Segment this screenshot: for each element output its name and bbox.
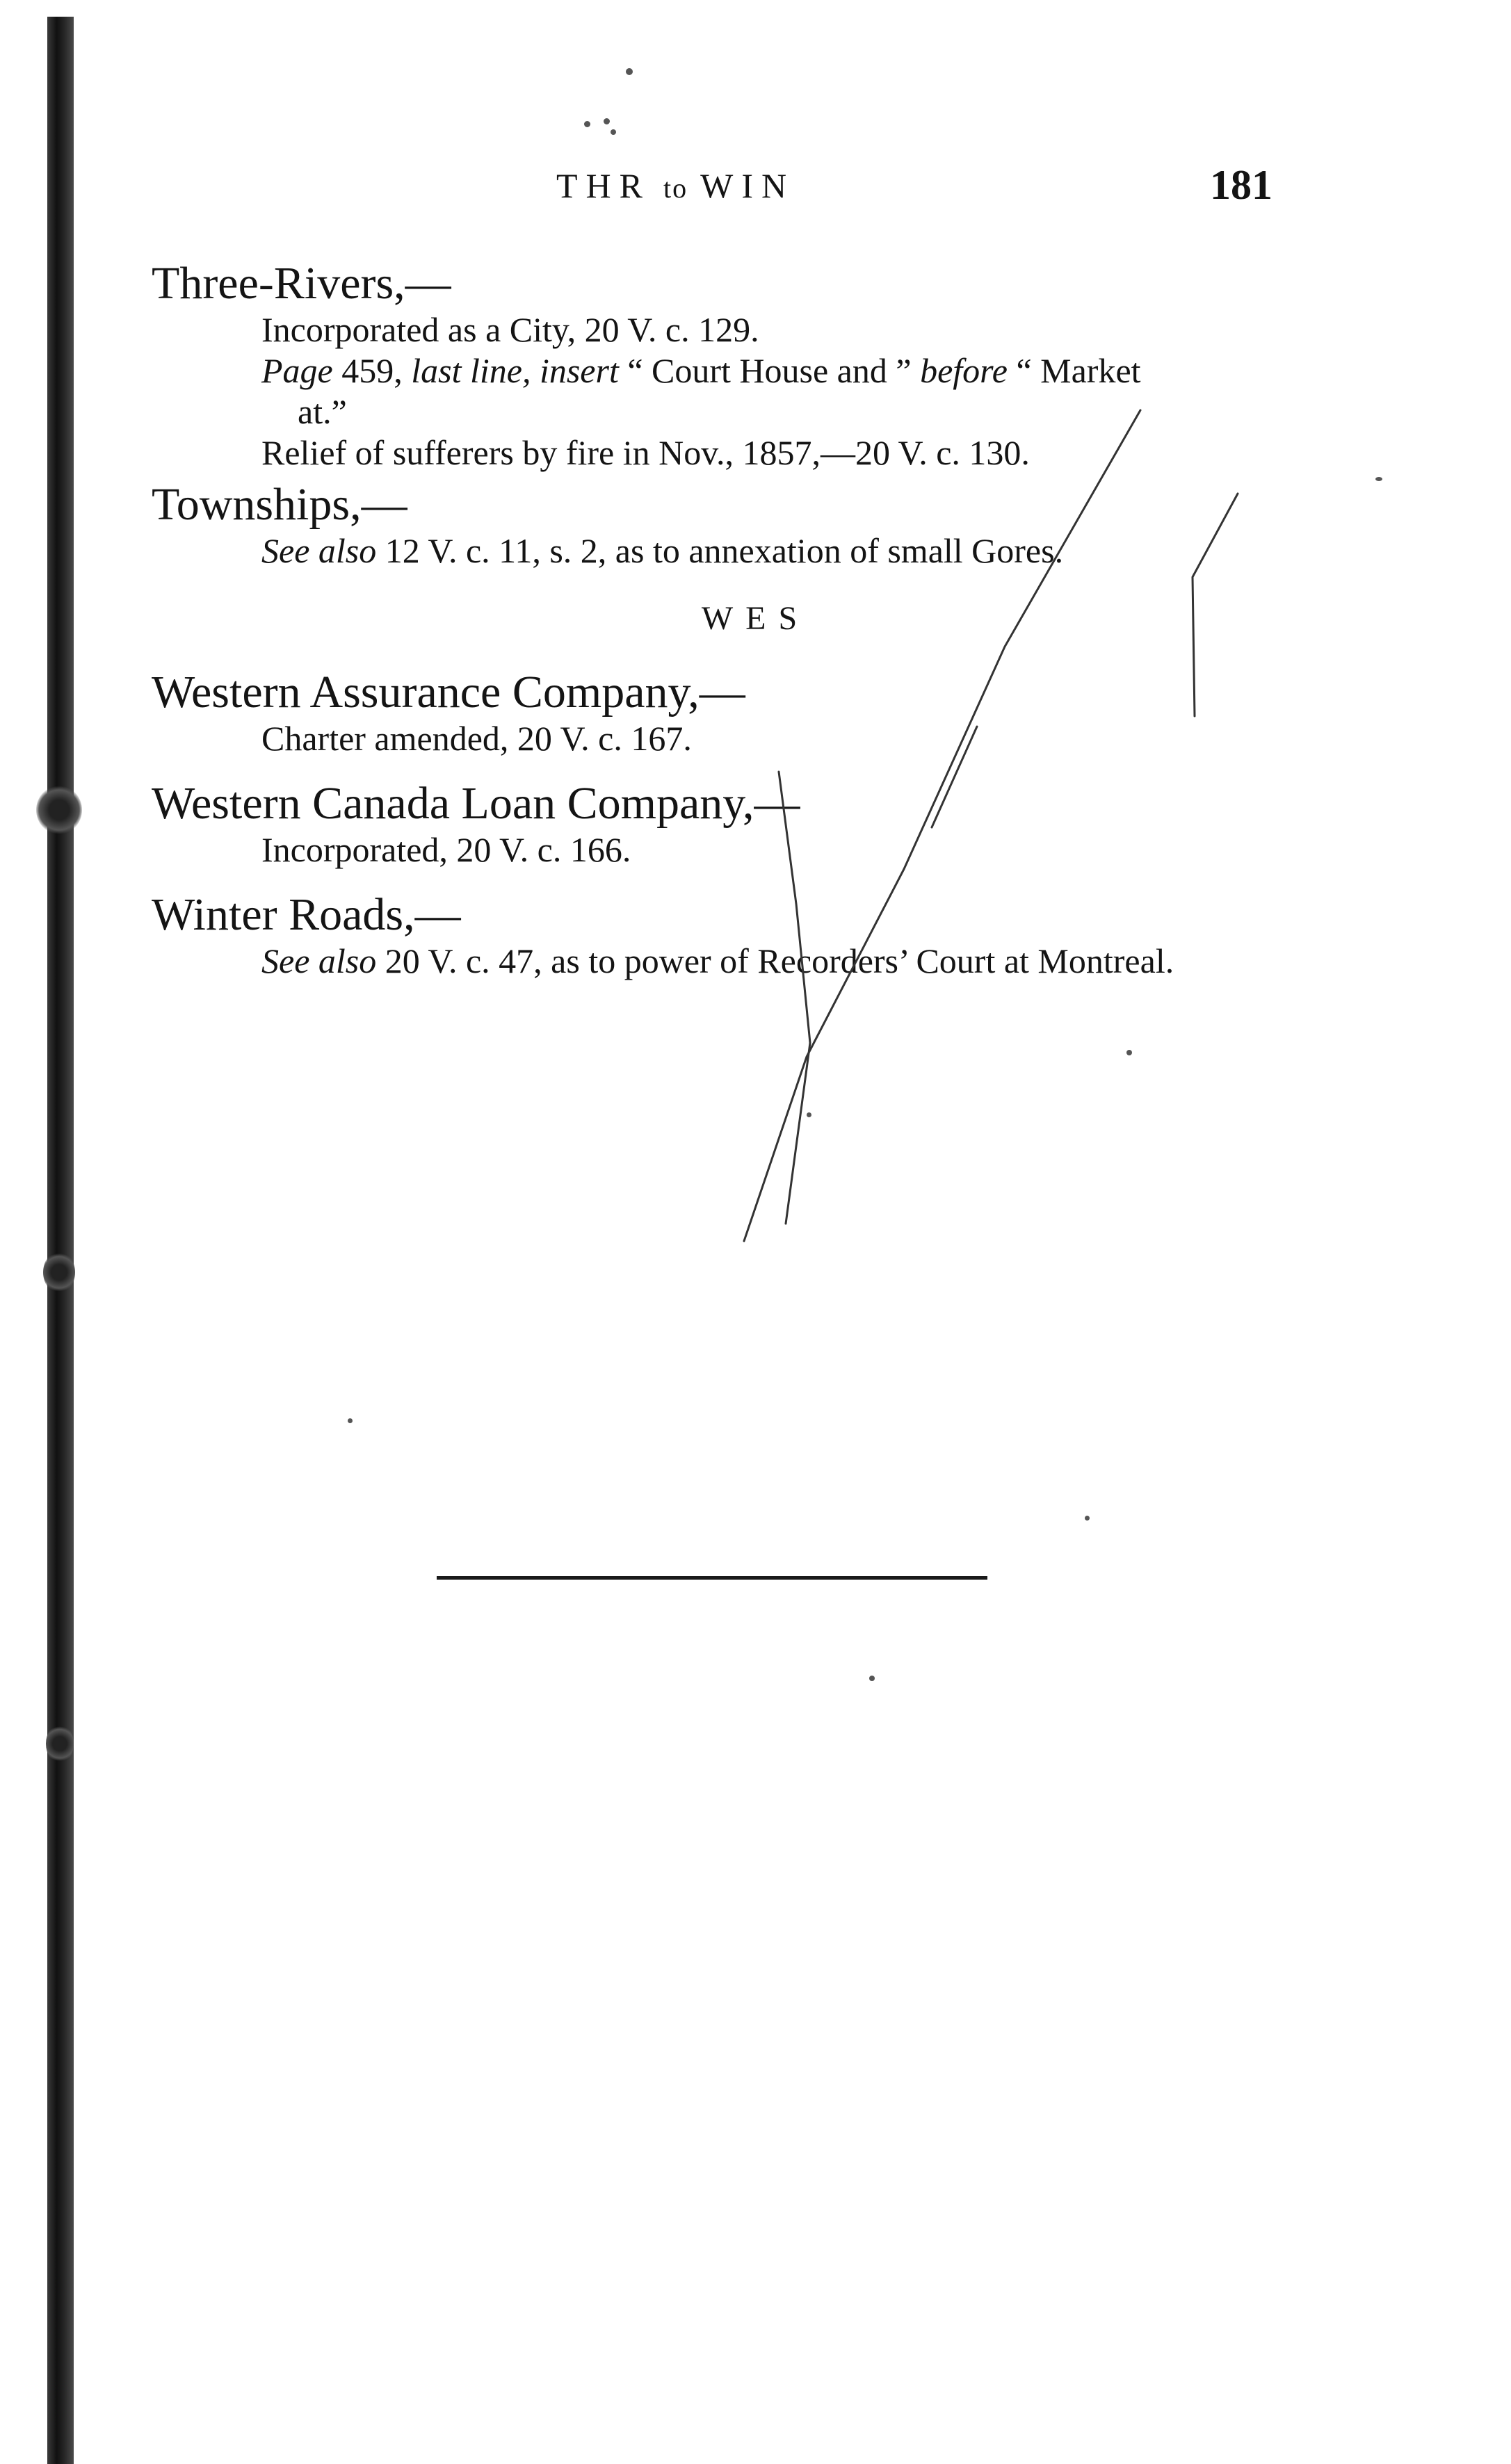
- entry-line: Charter amended, 20 V. c. 167.: [261, 718, 692, 758]
- speck: [869, 1676, 875, 1681]
- italic-text: last line, insert: [411, 350, 619, 390]
- italic-text: Page: [261, 350, 333, 390]
- running-head-to: to: [663, 172, 688, 204]
- speck: [348, 1418, 353, 1423]
- entry-line-text: 12 V. c. 11, s. 2, as to annexation of small Gores.: [376, 530, 1064, 570]
- entry-heading: Three-Rivers,—: [152, 258, 451, 309]
- entry-line-text: “ Court House and ”: [618, 350, 921, 390]
- entry-line-text: 20 V. c. 47, as to power of Recorders’ Court at Montreal.: [376, 941, 1174, 980]
- entry-line: Relief of sufferers by fire in Nov., 1857,—20 V. c. 130.: [261, 432, 1030, 472]
- entry-line: Incorporated, 20 V. c. 166.: [261, 829, 631, 869]
- entry-heading: Townships,—: [152, 479, 407, 530]
- entry-line: Incorporated as a City, 20 V. c. 129.: [261, 309, 759, 349]
- speck: [1126, 1050, 1132, 1055]
- entry-heading: Winter Roads,—: [152, 889, 461, 940]
- section-letters: WES: [701, 600, 810, 637]
- italic-text: See also: [261, 941, 377, 980]
- speck: [604, 118, 610, 124]
- page-number: 181: [1210, 162, 1272, 208]
- speck: [1085, 1516, 1090, 1521]
- entry-line-text: “ Market: [1007, 350, 1141, 390]
- pencil-stroke: [932, 727, 977, 827]
- italic-text: before: [920, 350, 1008, 390]
- speck: [626, 68, 633, 75]
- pencil-stroke: [744, 410, 1140, 1241]
- entry-line-continued: at.”: [298, 391, 347, 431]
- entry-heading: Western Canada Loan Company,—: [152, 778, 800, 829]
- pencil-stroke: [1193, 494, 1238, 716]
- entry-heading: Western Assurance Company,—: [152, 667, 745, 718]
- pencil-stroke: [779, 772, 810, 1224]
- running-head-start: THR: [556, 166, 651, 205]
- entry-line-text: 459,: [332, 350, 412, 390]
- speck: [584, 121, 590, 127]
- speck: [1375, 477, 1382, 481]
- speck: [611, 129, 616, 135]
- speck: [807, 1112, 811, 1117]
- running-head-end: WIN: [700, 166, 795, 205]
- italic-text: See also: [261, 530, 377, 570]
